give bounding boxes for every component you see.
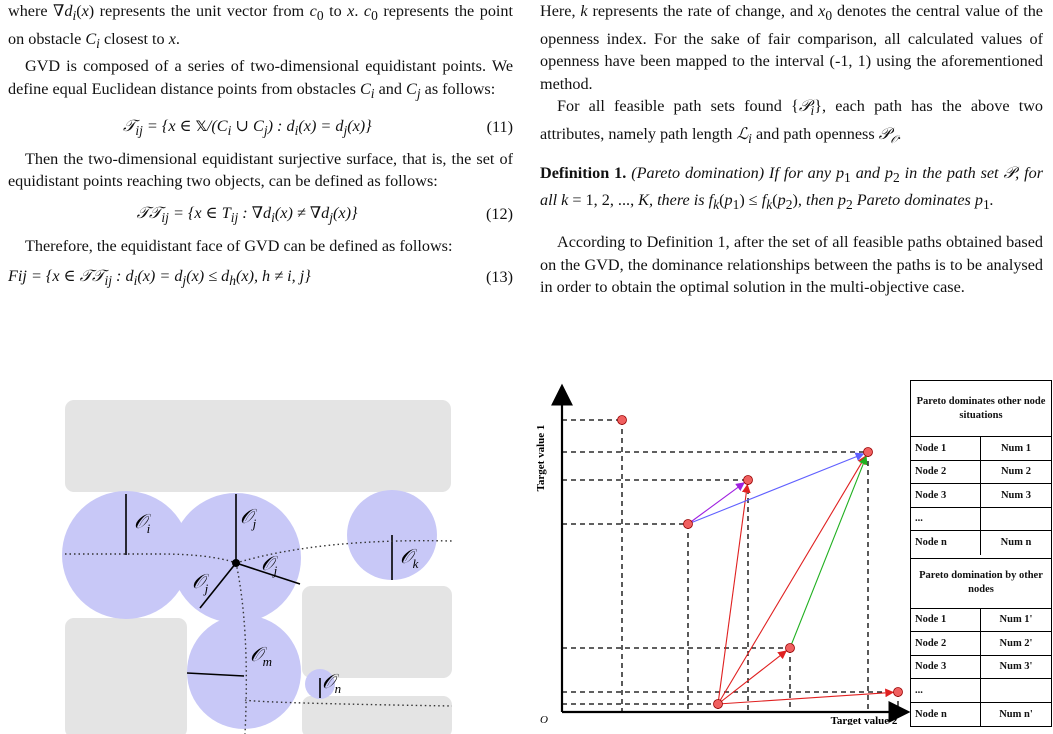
data-point <box>744 476 753 485</box>
table-cell-node: Node n <box>911 703 981 727</box>
dominance-arrow <box>688 483 744 524</box>
paragraph-intro: where $\nabla d_i(x)$ represents the unit vector from $c_0$ to x. $c_0$ represents the point on obstacle $C_i$ closest to x. <box>8 2 514 51</box>
paragraph-rate: Here, k represents the rate of change, and $x_0$ denotes the central value of the openness index. For the sake of fair comparison, all calculated values of openness have been mapped to the interval (-1, 1) using the aforementioned method. <box>540 2 1043 93</box>
paragraph-surface: Then the two-dimensional equidistant surjective surface, that is, the set of equidistant points reaching two objects, can be defined as follows: <box>8 149 513 191</box>
definition-1: Definition 1. (Pareto domination) If for any $p_1$ and $p_2$ in the path set 𝒫, for all k = 1, 2, ..., K, there is $f_k(p_1) \le f_k(p_2)$, then $p_2$ Pareto dominates $p_1$. <box>540 162 1044 213</box>
dominance-arrow <box>718 485 747 704</box>
equation-number: (11) <box>486 118 513 137</box>
table-row <box>911 609 1051 633</box>
definition-label: Definition 1. <box>540 163 627 182</box>
table-row <box>911 703 1051 727</box>
label-o-j: 𝒪$_j$ <box>240 506 257 531</box>
equation-number: (12) <box>486 205 513 224</box>
equation-number: (13) <box>486 267 513 286</box>
obstacle-rect-right-bottom <box>302 696 452 734</box>
table-cell-num: Num 3' <box>999 661 1033 673</box>
table-cell-node: ... <box>911 679 981 702</box>
gvd-vertex <box>232 559 240 567</box>
paragraph-feasible: For all feasible path sets found {𝒫$_i$}, each path has the above two attributes, namely path length ℒ$_i$ and path openness 𝒫$_𝒪$. <box>540 96 1043 147</box>
obstacle-rect-left-bottom <box>65 618 187 734</box>
table-cell-num: Num 2' <box>999 637 1033 649</box>
table-cell-node: Node 2 <box>911 461 981 484</box>
origin-label: O <box>540 714 548 725</box>
paragraph-gvd: GVD is composed of a series of two-dimensional equidistant points. We define equal Euclidean distance points from obstacles $C_i$ and $C_j$ as follows: <box>8 57 513 102</box>
table-row <box>911 632 1051 656</box>
data-point <box>894 688 903 697</box>
data-point <box>618 416 627 425</box>
label-o-n: 𝒪$_n$ <box>322 671 342 696</box>
dominance-arrow <box>790 457 866 648</box>
dominance-arrow <box>718 651 786 704</box>
table-cell-num: Num 2 <box>1000 466 1032 478</box>
table-row <box>911 679 1051 703</box>
obstacle-rect-top <box>65 400 451 492</box>
table-cell-num: Num 1' <box>999 614 1033 626</box>
table-cell-num: Num 3 <box>1000 489 1032 501</box>
label-o-k: 𝒪$_k$ <box>400 546 419 571</box>
data-point <box>786 644 795 653</box>
data-point <box>864 448 873 457</box>
table-cell-node: Node 1 <box>911 437 981 460</box>
table-row <box>911 484 1051 508</box>
data-point <box>714 700 723 709</box>
right-column <box>540 0 1043 299</box>
obstacle-circle-m <box>187 615 301 729</box>
label-o-j: 𝒪$_j$ <box>261 553 278 578</box>
table-cell-num: Num n' <box>999 708 1033 720</box>
data-point <box>684 520 693 529</box>
table-header: Pareto domination by other nodes <box>911 559 1051 609</box>
y-axis-label: Target value 1 <box>535 424 547 492</box>
paragraph-face: Therefore, the equidistant face of GVD can be defined as follows: <box>25 236 453 255</box>
paragraph-according: According to Definition 1, after the set of all feasible paths obtained based on the GVD, the dominance relationships between the paths is to be analysed in order to obtain the optimal solution in the multi-objective case. <box>540 233 1043 297</box>
equation-11: 𝒯$_{ij}$ = {x ∈ $𝕏/(C_i$ ∪ $C_j$) : $d_i(x) = d_j(x)$} (11) <box>122 116 513 139</box>
gvd-figure <box>60 398 460 734</box>
table-row <box>911 461 1051 485</box>
table-row <box>911 437 1051 461</box>
pareto-table <box>910 380 1052 727</box>
table-cell-num: Num 1 <box>1000 442 1032 454</box>
table-header: Pareto dominates other node situations <box>911 381 1051 437</box>
table-cell-node: ... <box>911 508 981 531</box>
table-row <box>911 531 1051 555</box>
table-cell-node: Node 3 <box>911 484 981 507</box>
table-row <box>911 508 1051 532</box>
label-o-j: 𝒪$_j$ <box>192 571 209 596</box>
dominance-arrow <box>688 454 863 524</box>
label-o-i: 𝒪$_i$ <box>134 511 151 536</box>
dominance-arrow <box>718 456 865 704</box>
table-cell-node: Node 2 <box>911 632 981 655</box>
equation-12: 𝒯𝒯$_{ij}$ = {x ∈ $T_{ij}$ : $\nabla d_i(x) \ne \nabla d_j(x)$} (12) <box>136 203 513 226</box>
label-o-m: 𝒪$_m$ <box>250 644 272 669</box>
left-column <box>8 0 513 297</box>
dominance-arrow <box>718 692 893 704</box>
table-cell-node: Node 3 <box>911 656 981 679</box>
table-cell-node: Node n <box>911 531 981 555</box>
table-row <box>911 656 1051 680</box>
obstacle-rect-right-mid <box>302 586 452 678</box>
x-axis-label: Target value 2 <box>830 715 898 725</box>
pareto-chart <box>530 380 910 725</box>
table-cell-node: Node 1 <box>911 609 981 632</box>
table-cell-num: Num n <box>1000 537 1032 549</box>
equation-13: Fij = {x ∈ 𝒯𝒯$_{ij}$ : $d_i(x) = d_j(x) \le d_h(x)$, h ≠ i, j} (13) <box>8 265 513 288</box>
